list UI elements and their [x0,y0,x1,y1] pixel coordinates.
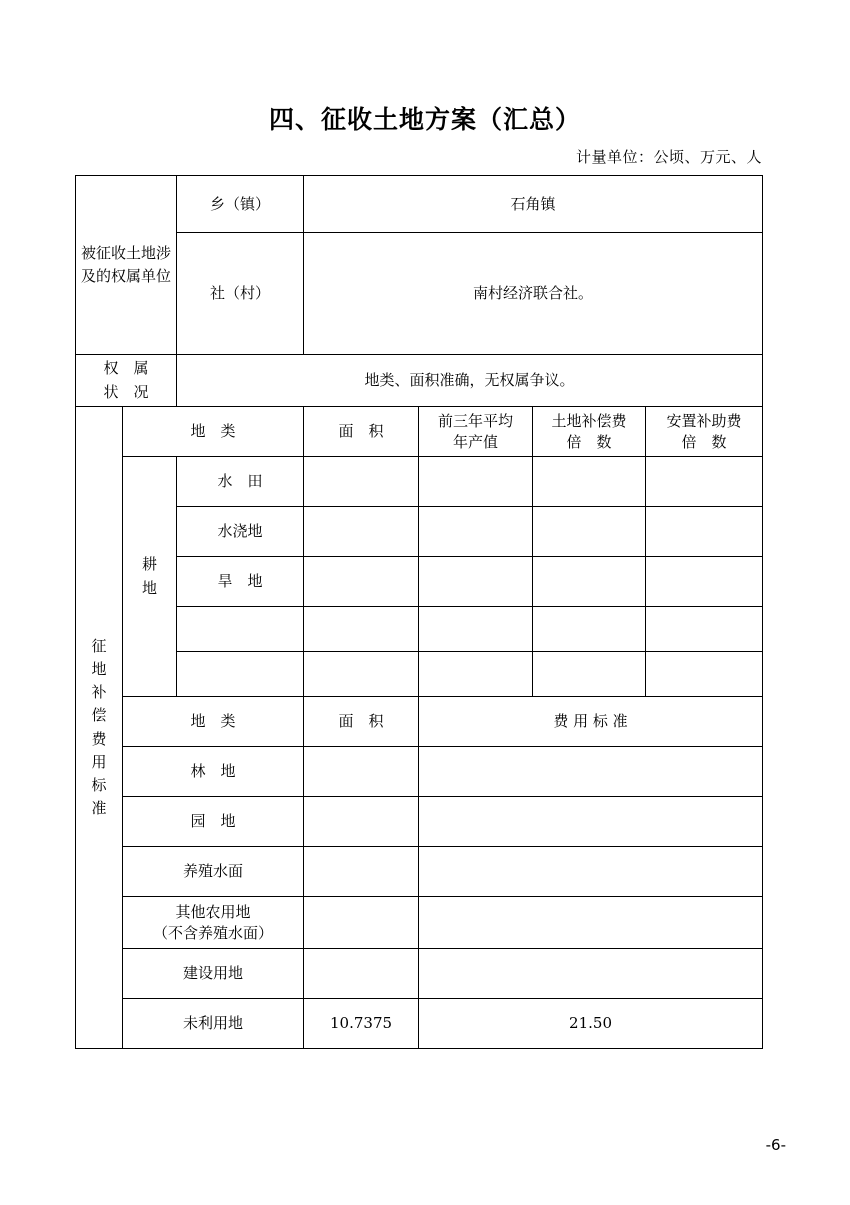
land-type-area[interactable] [304,457,419,507]
land-type-fee-standard[interactable] [419,949,763,999]
land-type-area[interactable] [304,747,419,797]
land-type-name [177,652,304,697]
owner-unit-label [76,176,177,355]
land-type-resettle[interactable] [646,607,763,652]
land-type-avg-yield[interactable] [419,457,533,507]
land-type-name: 养殖水面 [123,847,304,897]
owner-unit-label-line1: 被征收土地涉 [81,243,172,262]
land-type-name: 园 地 [123,797,304,847]
land-type-name [123,897,304,949]
compensation-side-label-char-6: 标 [91,776,107,794]
cultivated-land-group-label [123,457,177,697]
table-row-irrigated-land [76,507,763,557]
ownership-status-label [76,355,177,407]
table-row-blank-2 [76,652,763,697]
compensation-side-label-char-2: 补 [91,683,107,701]
column-header-land-compensation-multiple [533,407,646,457]
page-number: -6- [765,1136,786,1154]
village-key: 社（村） [177,233,304,355]
column-header-land-compensation-multiple-line1: 土地补偿费 [551,412,627,431]
land-type-name: 林 地 [123,747,304,797]
land-type-avg-yield[interactable] [419,557,533,607]
land-type-land-comp[interactable] [533,457,646,507]
column-header-land-type-2: 地 类 [123,697,304,747]
column-header-avg-yield-line2: 年产值 [453,432,499,451]
compensation-side-label-char-4: 费 [91,729,107,748]
column-header-fee-standard: 费 用 标 准 [419,697,763,747]
land-type-avg-yield[interactable] [419,607,533,652]
table-row-unused-land [76,999,763,1049]
land-type-resettle[interactable] [646,557,763,607]
table-row-aquaculture-surface [76,847,763,897]
page-title: 四、征收土地方案（汇总） [268,105,581,134]
column-header-resettlement-multiple [646,407,763,457]
land-type-fee-standard[interactable] [419,897,763,949]
land-type-area[interactable] [304,847,419,897]
table-row-compensation-header-2 [76,697,763,747]
township-value[interactable]: 石角镇 [304,176,763,233]
table-row-forest-land [76,747,763,797]
land-type-name: 水浇地 [177,507,304,557]
table-row-dry-land [76,557,763,607]
measurement-unit-note: 计量单位：公顷、万元、人 [575,148,762,166]
land-type-land-comp[interactable] [533,507,646,557]
land-type-fee-standard[interactable] [419,747,763,797]
ownership-status-value[interactable]: 地类、面积准确，无权属争议。 [177,355,763,407]
column-header-land-type-1: 地 类 [123,407,304,457]
table-row-blank-1 [76,607,763,652]
column-header-area-1: 面 积 [304,407,419,457]
table-row-garden-land [76,797,763,847]
compensation-side-label-char-1: 地 [91,659,107,678]
land-type-area[interactable] [304,797,419,847]
land-type-name: 建设用地 [123,949,304,999]
land-type-area[interactable] [304,652,419,697]
land-type-avg-yield[interactable] [419,652,533,697]
land-type-area[interactable]: 10.7375 [304,999,419,1049]
ownership-status-label-line2: 状 况 [103,382,149,401]
land-type-area[interactable] [304,949,419,999]
cultivated-land-group-label-line2: 地 [142,578,158,597]
land-type-resettle[interactable] [646,652,763,697]
land-type-name [177,607,304,652]
cultivated-land-group-label-line1: 耕 [142,555,158,574]
land-type-resettle[interactable] [646,457,763,507]
table-row-village [76,233,763,355]
land-type-area[interactable] [304,897,419,949]
compensation-side-label-char-5: 用 [91,752,107,771]
column-header-land-compensation-multiple-line2: 倍 数 [566,432,612,451]
column-header-area-2: 面 积 [304,697,419,747]
table-row-township [76,176,763,233]
land-acquisition-summary-table [75,175,763,1049]
column-header-avg-yield-line1: 前三年平均 [438,412,514,431]
village-value[interactable]: 南村经济联合社。 [304,233,763,355]
owner-unit-label-line2: 及的权属单位 [81,267,172,285]
table-row-paddy-field [76,457,763,507]
land-type-fee-standard[interactable] [419,847,763,897]
land-type-resettle[interactable] [646,507,763,557]
land-type-name-line2: （不含养殖水面） [153,923,274,942]
land-type-name: 水 田 [177,457,304,507]
land-type-name: 旱 地 [177,557,304,607]
compensation-side-label-char-3: 偿 [91,706,107,725]
table-row-compensation-header-1 [76,407,763,457]
land-type-name-line1: 其他农用地 [175,903,251,922]
land-type-fee-standard[interactable]: 21.50 [419,999,763,1049]
compensation-side-label [76,407,123,1049]
compensation-side-label-char-7: 准 [91,799,107,818]
ownership-status-label-line1: 权 属 [103,359,149,378]
land-type-name: 未利用地 [123,999,304,1049]
land-type-land-comp[interactable] [533,557,646,607]
table-row-other-agricultural-land [76,897,763,949]
table-row-construction-land [76,949,763,999]
land-type-area[interactable] [304,507,419,557]
land-type-land-comp[interactable] [533,652,646,697]
land-type-area[interactable] [304,607,419,652]
column-header-avg-yield [419,407,533,457]
table-row-ownership-status [76,355,763,407]
column-header-resettlement-multiple-line2: 倍 数 [681,432,727,451]
township-key: 乡（镇） [177,176,304,233]
land-type-fee-standard[interactable] [419,797,763,847]
compensation-side-label-char-0: 征 [91,636,107,655]
land-type-land-comp[interactable] [533,607,646,652]
land-type-area[interactable] [304,557,419,607]
column-header-resettlement-multiple-line1: 安置补助费 [666,412,742,431]
land-type-avg-yield[interactable] [419,507,533,557]
